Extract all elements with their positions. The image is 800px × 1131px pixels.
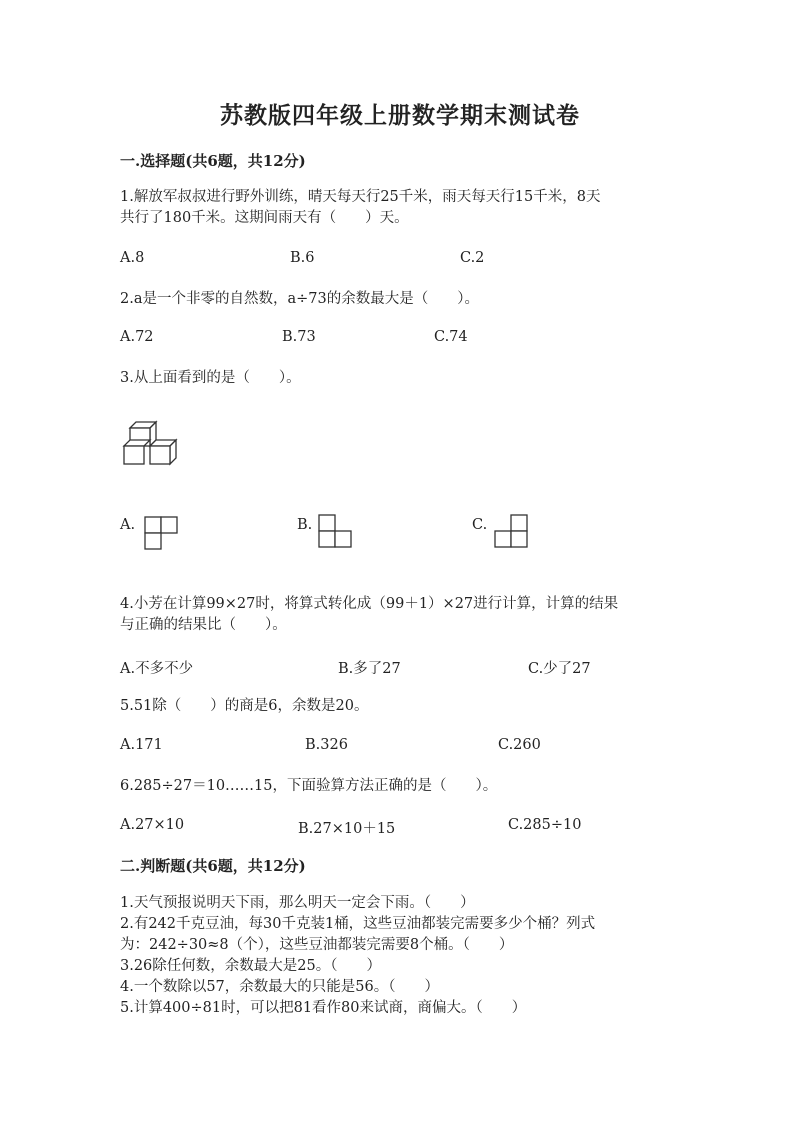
q6-option-b: B.27×10＋15 — [298, 821, 396, 837]
q4-option-b: B.多了27 — [338, 661, 401, 677]
q5-option-a: A.171 — [120, 737, 163, 753]
option-a-top-view-icon — [144, 516, 178, 550]
q2-option-c: C.74 — [434, 329, 468, 345]
q3-option-b: B. — [297, 517, 313, 533]
question-1-line-2: 共行了180千米。这期间雨天有（ ）天。 — [120, 210, 409, 226]
section-heading-choice: 一.选择题(共6题，共12分) — [120, 152, 306, 170]
page-title: 苏教版四年级上册数学期末测试卷 — [220, 102, 580, 129]
question-2: 2.a是一个非零的自然数，a÷73的余数最大是（ ）。 — [120, 291, 479, 307]
q5-option-c: C.260 — [498, 737, 541, 753]
q6-option-a: A.27×10 — [120, 817, 185, 833]
q3-option-c: C. — [472, 517, 488, 533]
cube-stack-icon — [118, 420, 182, 468]
q4-option-a: A.不多不少 — [120, 661, 194, 677]
question-4-line-1: 4.小芳在计算99×27时，将算式转化成（99＋1）×27进行计算，计算的结果 — [120, 596, 619, 612]
question-6: 6.285÷27＝10……15，下面验算方法正确的是（ ）。 — [120, 778, 498, 794]
question-3: 3.从上面看到的是（ ）。 — [120, 370, 301, 386]
q5-option-b: B.326 — [305, 737, 348, 753]
q3-option-a: A. — [120, 517, 136, 533]
option-b-top-view-icon — [318, 514, 352, 548]
question-1-line-1: 1.解放军叔叔进行野外训练，晴天每天行25千米，雨天每天行15千米，8天 — [120, 189, 601, 205]
option-c-top-view-icon — [494, 514, 528, 548]
q1-option-b: B.6 — [290, 250, 315, 266]
q2-option-b: B.73 — [282, 329, 316, 345]
q4-option-c: C.少了27 — [528, 661, 591, 677]
question-4-line-2: 与正确的结果比（ ）。 — [120, 617, 287, 633]
judgment-item-4: 4.一个数除以57，余数最大的只能是56。（ ） — [120, 979, 439, 995]
q1-option-c: C.2 — [460, 250, 485, 266]
q1-option-a: A.8 — [120, 250, 145, 266]
question-5: 5.51除（ ）的商是6，余数是20。 — [120, 698, 369, 714]
judgment-item-3: 3.26除任何数，余数最大是25。（ ） — [120, 958, 381, 974]
section-heading-judgment: 二.判断题(共6题，共12分) — [120, 857, 306, 875]
judgment-item-1: 1.天气预报说明天下雨，那么明天一定会下雨。（ ） — [120, 895, 475, 911]
judgment-item-2-line-2: 为：242÷30≈8（个），这些豆油都装完需要8个桶。（ ） — [120, 937, 514, 953]
judgment-item-5: 5.计算400÷81时，可以把81看作80来试商，商偏大。（ ） — [120, 1000, 527, 1016]
q2-option-a: A.72 — [120, 329, 154, 345]
q6-option-c: C.285÷10 — [508, 817, 582, 833]
judgment-item-2-line-1: 2.有242千克豆油，每30千克装1桶，这些豆油都装完需要多少个桶？列式 — [120, 916, 596, 932]
